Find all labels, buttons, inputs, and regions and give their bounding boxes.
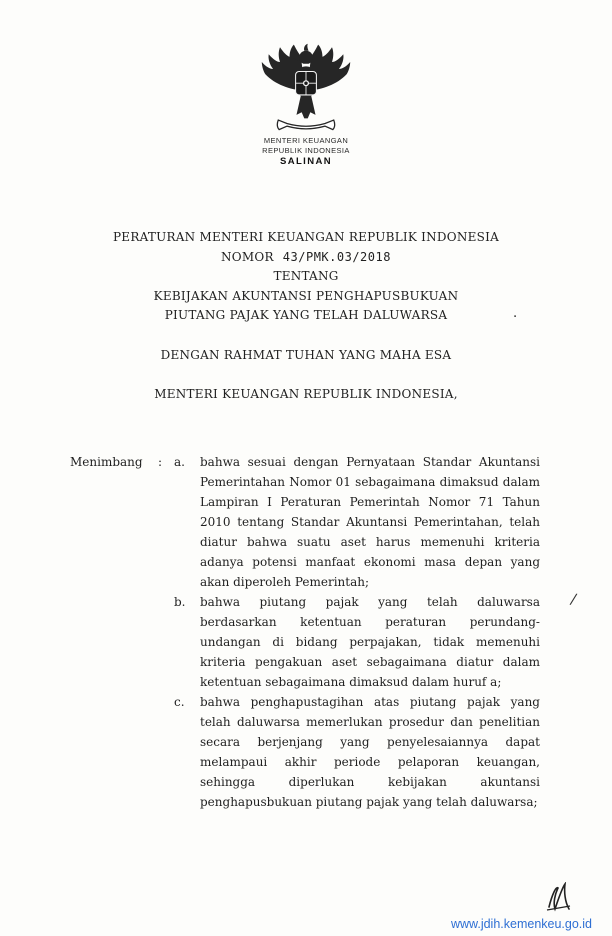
considering-label: Menimbang bbox=[70, 455, 143, 469]
considering-item-c bbox=[174, 692, 540, 812]
initials-signature-icon bbox=[546, 882, 572, 912]
nomor-label: NOMOR bbox=[221, 249, 274, 264]
scan-artifact-dot: . bbox=[513, 306, 518, 321]
nomor-value: 43/PMK.03/2018 bbox=[282, 249, 391, 264]
item-text: bahwa piutang pajak yang telah daluwarsa berdasarkan ketentuan peraturan perundang-undangan di bidang perpajakan, tidak memenuhi kriteria pengakuan aset sebagaimana diatur dalam ketentuan sebagaimana dimaksud dalam huruf a; bbox=[200, 595, 540, 689]
item-text: bahwa penghapustagihan atas piutang pajak yang telah daluwarsa memerlukan prosedur dan penelitian secara berjenjang yang penyelesaiannya dapat melampaui akhir periode pelaporan keuangan, sehingga diperlukan kebijakan akuntansi penghapusbukuan piutang pajak yang telah daluwarsa; bbox=[200, 695, 540, 809]
ministry-name-line2: REPUBLIK INDONESIA bbox=[262, 145, 350, 155]
garuda-pancasila-emblem-icon bbox=[254, 42, 358, 134]
regulation-title-line: PERATURAN MENTERI KEUANGAN REPUBLIK INDONESIA bbox=[112, 230, 500, 244]
item-marker: c. bbox=[174, 695, 185, 709]
ministry-name-line1: MENTERI KEUANGAN bbox=[263, 136, 349, 145]
item-text: bahwa sesuai dengan Pernyataan Standar Akuntansi Pemerintahan Nomor 01 sebagaimana dimaksud dalam Lampiran I Peraturan Pemerintah Nomor 71 Tahun 2010 tentang Standar Akuntansi Pemerintahan, telah diatur bahwa suatu aset harus memenuhi kriteria adanya potensi manfaat ekonomi masa depan yang akan diperoleh Pemerintah; bbox=[200, 455, 540, 589]
regulation-number-line bbox=[0, 248, 612, 268]
considering-section bbox=[70, 452, 540, 812]
scan-artifact-slash: / bbox=[568, 589, 579, 609]
subject-line1: KEBIJAKAN AKUNTANSI PENGHAPUSBUKUAN bbox=[153, 288, 459, 303]
jdih-link[interactable]: www.jdih.kemenkeu.go.id bbox=[450, 917, 592, 931]
considering-separator: : bbox=[158, 455, 163, 469]
subject-line2: PIUTANG PAJAK YANG TELAH DALUWARSA bbox=[164, 308, 448, 322]
copy-stamp-label: SALINAN bbox=[279, 156, 333, 167]
item-marker: b. bbox=[174, 595, 186, 609]
considering-items bbox=[174, 452, 540, 812]
grace-line: DENGAN RAHMAT TUHAN YANG MAHA ESA bbox=[160, 347, 452, 362]
tentang-label: TENTANG bbox=[273, 269, 339, 283]
authority-line: MENTERI KEUANGAN REPUBLIK INDONESIA, bbox=[154, 387, 458, 401]
regulation-title-block bbox=[0, 228, 612, 405]
considering-item-b bbox=[174, 592, 540, 692]
considering-item-a bbox=[174, 452, 540, 592]
document-header bbox=[0, 42, 612, 167]
item-marker: a. bbox=[174, 455, 185, 469]
